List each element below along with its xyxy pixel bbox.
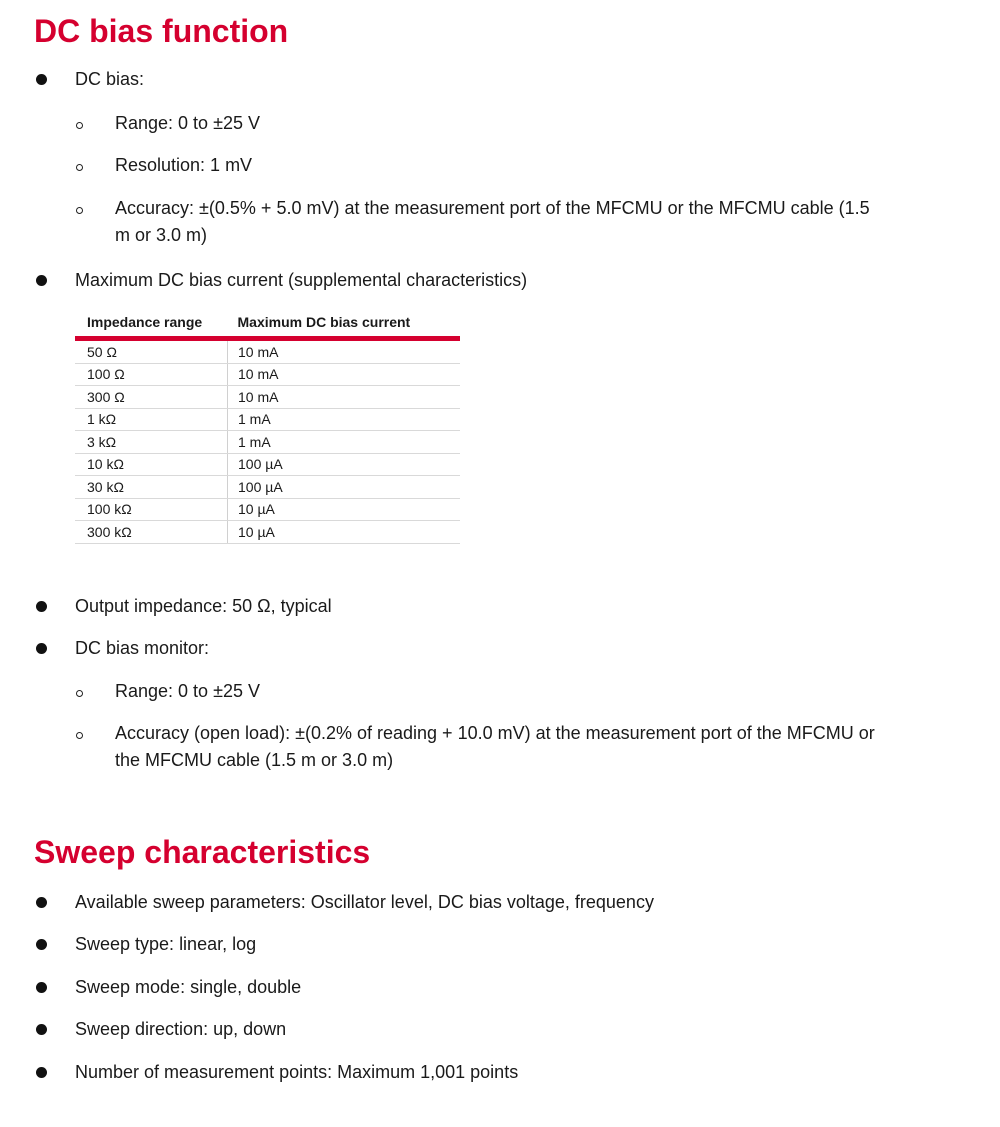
bullet-icon [36, 982, 47, 993]
table-row [75, 453, 460, 476]
table-cell-impedance: 300 kΩ [75, 521, 228, 544]
list-item-sweep-type: Sweep type: linear, log [75, 934, 257, 954]
max-dc-bias-current-table [75, 308, 460, 544]
table-cell-current: 1 mA [228, 431, 461, 454]
section-heading-sweep: Sweep characteristics [34, 834, 371, 870]
list-item-sweep-parameters: Available sweep parameters: Oscillator level, DC bias voltage, frequency [75, 892, 654, 912]
table-row [75, 476, 460, 499]
list-item-dc-bias-monitor: DC bias monitor: [75, 638, 210, 658]
table-cell-impedance: 100 kΩ [75, 498, 228, 521]
table-cell-impedance: 300 Ω [75, 386, 228, 409]
list-item-max-dc-bias-current: Maximum DC bias current (supplemental characteristics) [75, 270, 528, 290]
bullet-icon [36, 643, 47, 654]
bullet-icon [36, 275, 47, 286]
table-row [75, 386, 460, 409]
table-cell-current: 10 µA [228, 521, 461, 544]
sub-item-monitor-accuracy-line2: the MFCMU cable (1.5 m or 3.0 m) [115, 750, 394, 770]
table-cell-impedance: 3 kΩ [75, 431, 228, 454]
table-row [75, 408, 460, 431]
table-cell-current: 10 mA [228, 363, 461, 386]
table-cell-impedance: 10 kΩ [75, 453, 228, 476]
table-row [75, 498, 460, 521]
bullet-icon [36, 1067, 47, 1078]
table-cell-impedance: 1 kΩ [75, 408, 228, 431]
sub-item-monitor-range: Range: 0 to ±25 V [115, 681, 260, 701]
table-cell-current: 1 mA [228, 408, 461, 431]
circle-bullet-icon [76, 164, 83, 171]
bullet-icon [36, 939, 47, 950]
sub-item-resolution: Resolution: 1 mV [115, 155, 253, 175]
table-row [75, 431, 460, 454]
table-header-impedance-range: Impedance range [75, 308, 228, 339]
table-header-max-current: Maximum DC bias current [228, 308, 461, 339]
list-item-measurement-points: Number of measurement points: Maximum 1,001 points [75, 1062, 519, 1082]
table-cell-current: 100 µA [228, 476, 461, 499]
bullet-icon [36, 1024, 47, 1035]
table-row [75, 339, 460, 364]
table-row [75, 521, 460, 544]
table-cell-current: 10 mA [228, 339, 461, 364]
table-cell-impedance: 30 kΩ [75, 476, 228, 499]
circle-bullet-icon [76, 732, 83, 739]
bullet-icon [36, 601, 47, 612]
sub-item-accuracy-line2: m or 3.0 m) [115, 225, 208, 245]
list-item-output-impedance: Output impedance: 50 Ω, typical [75, 596, 332, 616]
list-item-sweep-direction: Sweep direction: up, down [75, 1019, 287, 1039]
sub-item-monitor-accuracy-line1: Accuracy (open load): ±(0.2% of reading + 10.0 mV) at the measurement port of the MFCMU or [115, 723, 875, 743]
list-item-sweep-mode: Sweep mode: single, double [75, 977, 302, 997]
list-item-dc-bias: DC bias: [75, 69, 145, 89]
sub-item-range: Range: 0 to ±25 V [115, 113, 260, 133]
section-heading-dc-bias: DC bias function [34, 13, 289, 49]
table-header-row [75, 308, 460, 339]
circle-bullet-icon [76, 122, 83, 129]
table-cell-current: 100 µA [228, 453, 461, 476]
table-cell-current: 10 mA [228, 386, 461, 409]
table-cell-current: 10 µA [228, 498, 461, 521]
table-row [75, 363, 460, 386]
bullet-icon [36, 74, 47, 85]
sub-item-accuracy-line1: Accuracy: ±(0.5% + 5.0 mV) at the measurement port of the MFCMU or the MFCMU cable (1.5 [115, 198, 870, 218]
circle-bullet-icon [76, 690, 83, 697]
bullet-icon [36, 897, 47, 908]
table-cell-impedance: 50 Ω [75, 339, 228, 364]
circle-bullet-icon [76, 207, 83, 214]
table-cell-impedance: 100 Ω [75, 363, 228, 386]
